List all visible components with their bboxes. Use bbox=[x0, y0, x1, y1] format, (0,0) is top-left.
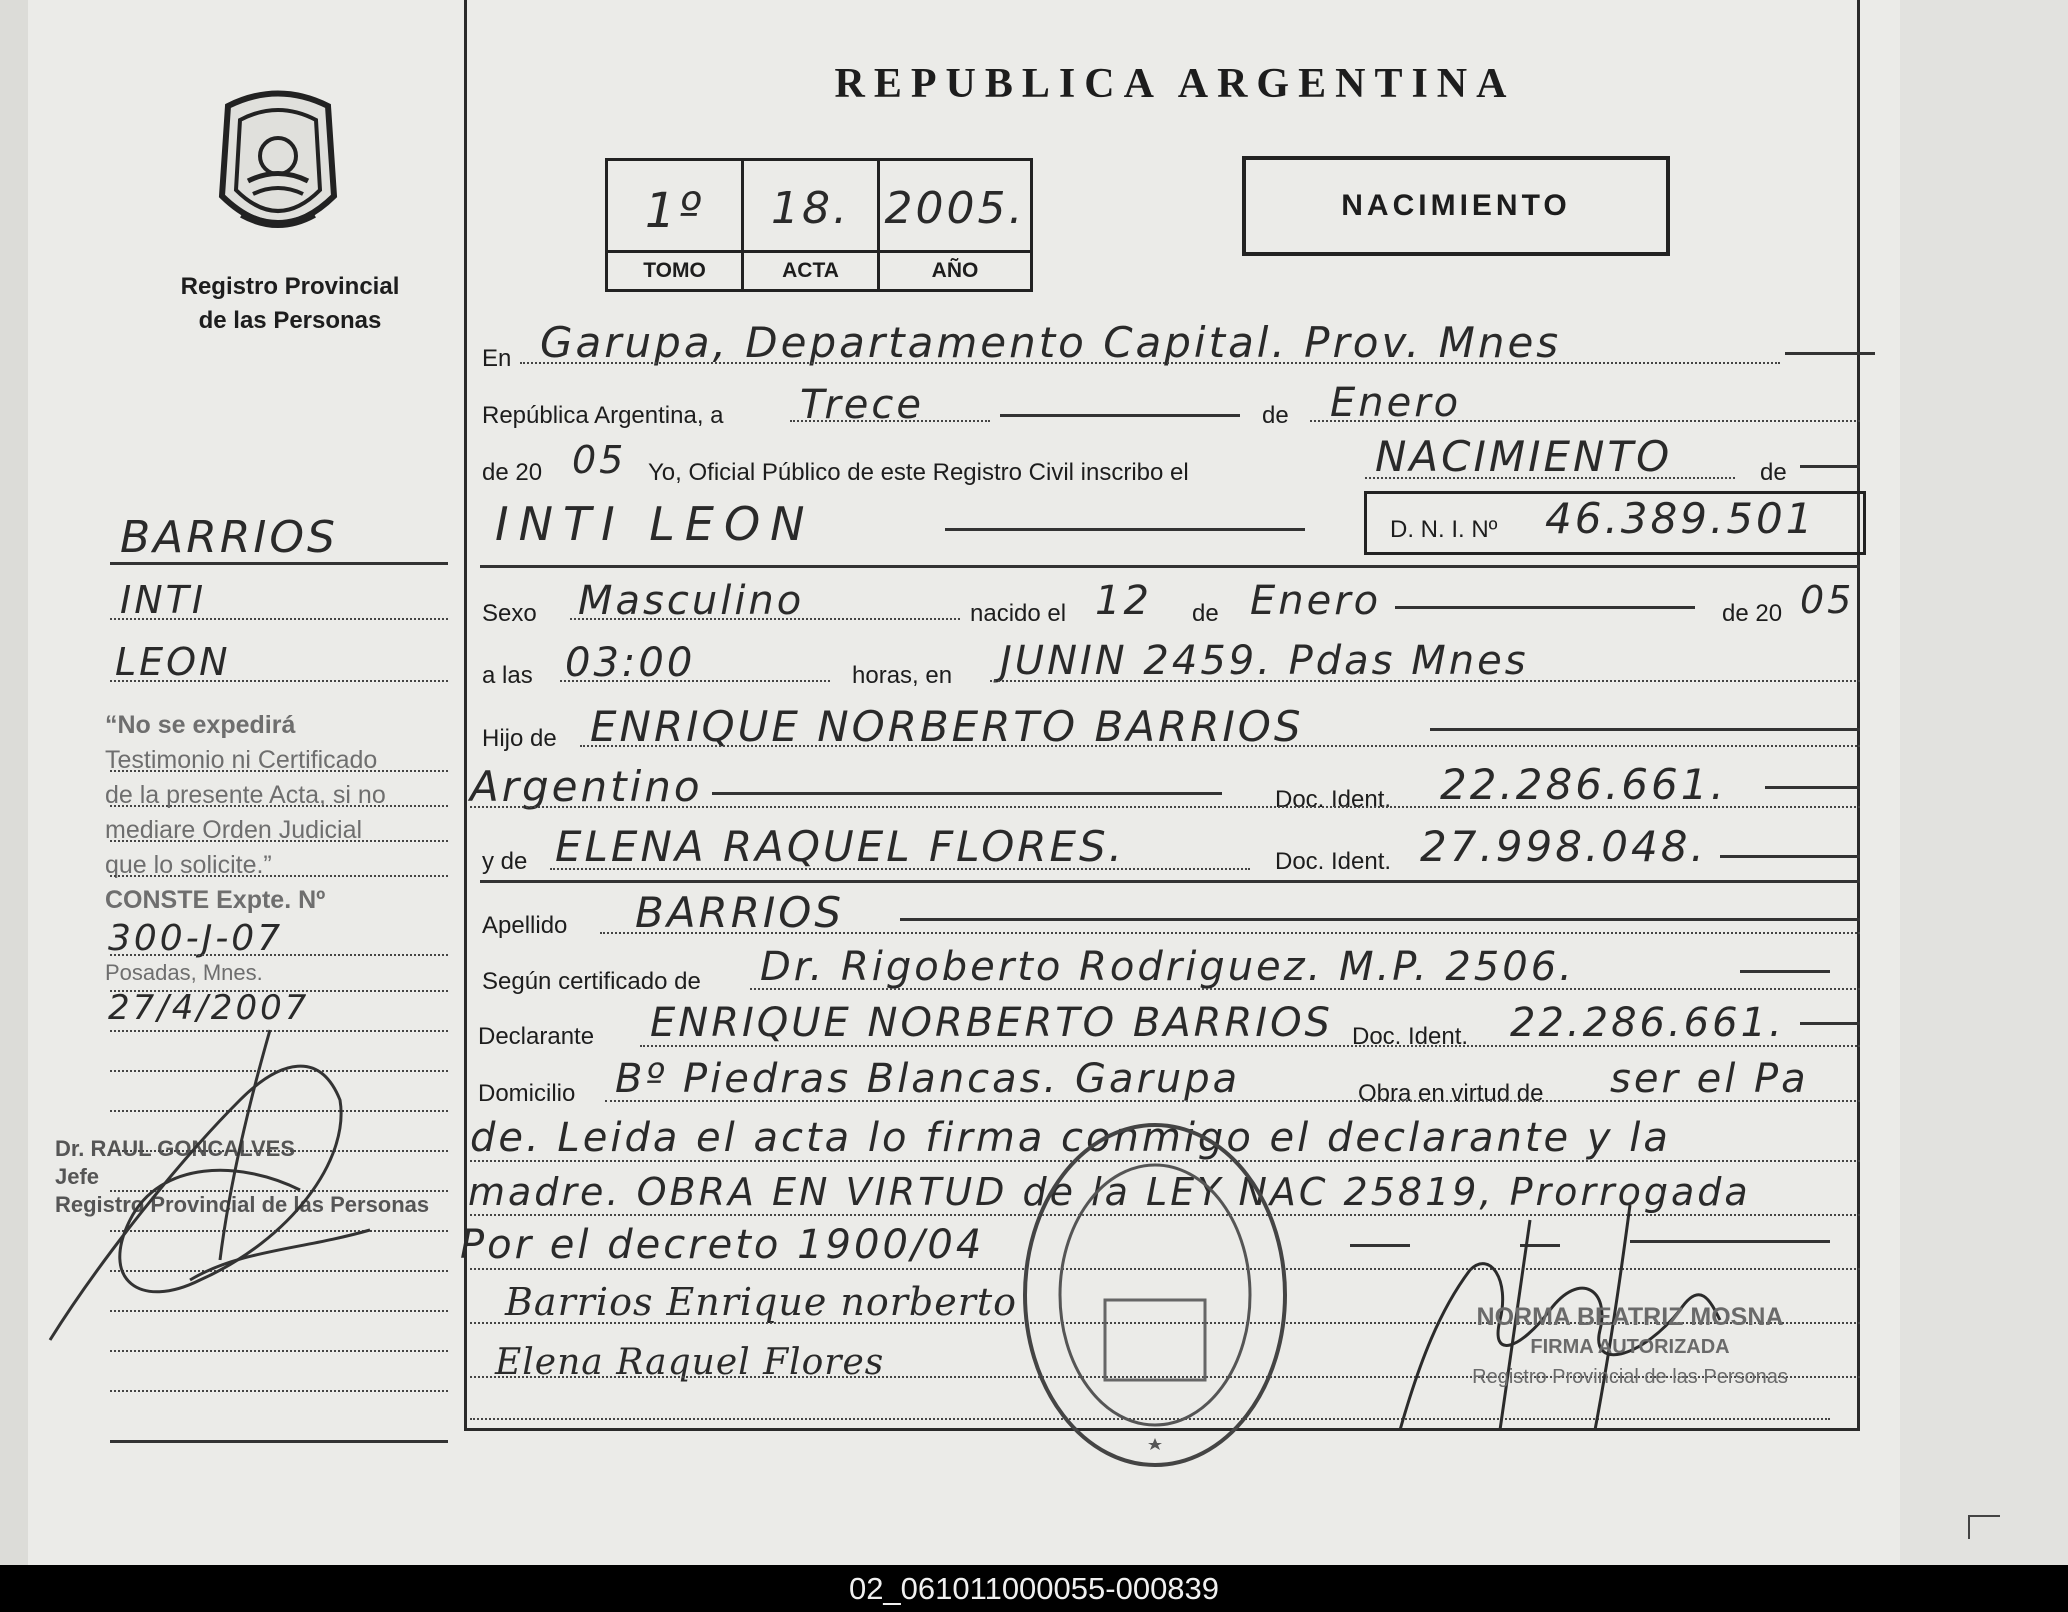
nacido-anio: 05 bbox=[1800, 578, 1855, 622]
margin-line bbox=[110, 1390, 448, 1392]
madre-dotline bbox=[550, 868, 1250, 870]
obra-label: Obra en virtud de bbox=[1358, 1080, 1544, 1107]
acto-value: NACIMIENTO bbox=[1375, 432, 1673, 481]
anio-value: 05 bbox=[572, 438, 627, 482]
declarante-doc: 22.286.661. bbox=[1510, 1000, 1785, 1046]
line-fill bbox=[1800, 465, 1860, 468]
page-edge bbox=[0, 0, 28, 1565]
margin-line bbox=[110, 840, 448, 842]
acta-cell bbox=[744, 161, 880, 289]
page-margin-right bbox=[1900, 0, 2068, 1565]
declarante-dotline bbox=[640, 1045, 1860, 1047]
declarante-label: Declarante bbox=[478, 1023, 595, 1050]
notice-line: Testimonio ni Certificado bbox=[105, 746, 378, 774]
line-fill bbox=[1000, 414, 1240, 417]
footer-bar bbox=[0, 1565, 2068, 1612]
ano-label: AÑO bbox=[880, 250, 1030, 289]
margin-given2: LEON bbox=[115, 640, 231, 684]
margin-line bbox=[110, 618, 448, 620]
declarante-value: ENRIQUE NORBERTO BARRIOS bbox=[650, 1000, 1333, 1046]
obra-value: ser el Pa bbox=[1610, 1056, 1809, 1102]
de2-label: de bbox=[1760, 459, 1787, 486]
sexo-label: Sexo bbox=[482, 600, 537, 627]
line-fill bbox=[1720, 855, 1860, 858]
doc-ident-label: Doc. Ident. bbox=[1275, 786, 1392, 813]
margin-line bbox=[110, 680, 448, 682]
observaciones-line1: de. Leida el acta lo firma conmigo el declarante y la bbox=[470, 1115, 1671, 1161]
authorized-name: NORMA BEATRIZ MOSNA bbox=[1476, 1303, 1784, 1331]
acto-dotline bbox=[1365, 477, 1735, 479]
hijo-label: Hijo de bbox=[482, 725, 557, 752]
acta-value: 18. bbox=[771, 183, 850, 234]
hora-dotline bbox=[560, 680, 830, 682]
nacido-mes: Enero bbox=[1250, 578, 1382, 624]
line-fill bbox=[1395, 606, 1695, 609]
certificado-dotline bbox=[750, 988, 1860, 990]
doc-ident-label: Doc. Ident. bbox=[1275, 848, 1392, 875]
margin-expte: 300-J-07 bbox=[108, 918, 284, 959]
horas-en-label: horas, en bbox=[852, 662, 953, 689]
country-title: REPUBLICA ARGENTINA bbox=[834, 61, 1516, 107]
observaciones-line3: Por el decreto 1900/04 bbox=[460, 1222, 985, 1268]
padre-dotline bbox=[580, 745, 1860, 747]
de20-label: de 20 bbox=[482, 459, 543, 486]
tomo-value: 1º bbox=[644, 183, 705, 239]
dia-dotline bbox=[790, 420, 990, 422]
observaciones-line2: madre. OBRA EN VIRTUD de la LEY NAC 25819, Prorrogada bbox=[468, 1170, 1751, 1214]
dia-value: Trece bbox=[800, 382, 924, 428]
line-fill bbox=[1785, 352, 1875, 355]
tomo-label: TOMO bbox=[608, 250, 741, 289]
ano-value: 2005. bbox=[884, 183, 1026, 234]
tomo-cell bbox=[608, 161, 744, 289]
apellido-dotline bbox=[600, 932, 1860, 934]
section-divider bbox=[480, 880, 1860, 883]
margin-given1: INTI bbox=[120, 578, 207, 622]
margin-line bbox=[110, 562, 448, 565]
signature-madre: Elena Raquel Flores bbox=[495, 1342, 885, 1383]
margin-notice bbox=[105, 708, 450, 918]
apellido-label: Apellido bbox=[482, 912, 568, 939]
mes-value: Enero bbox=[1330, 380, 1462, 426]
domicilio-label: Domicilio bbox=[478, 1080, 576, 1107]
mes-dotline bbox=[1310, 420, 1860, 422]
notice-line: que lo solicite.” bbox=[105, 851, 272, 879]
apellido-value: BARRIOS bbox=[635, 888, 845, 937]
authorized-stamp bbox=[1440, 1302, 1820, 1392]
madre-doc: 27.998.048. bbox=[1420, 822, 1707, 871]
en-value: Garupa, Departamento Capital. Prov. Mnes bbox=[540, 318, 1562, 367]
margin-line bbox=[110, 770, 448, 772]
segun-label: Según certificado de bbox=[482, 968, 701, 995]
hora-value: 03:00 bbox=[565, 640, 696, 686]
domicilio-value: Bº Piedras Blancas. Garupa bbox=[615, 1056, 1241, 1102]
signature-declarante: Barrios Enrique norberto bbox=[505, 1280, 1018, 1324]
corner-mark bbox=[1968, 1515, 2000, 1539]
line-fill bbox=[1430, 728, 1860, 731]
official-name: Dr. RAUL GONCALVES bbox=[55, 1136, 295, 1161]
nacido-label: nacido el bbox=[970, 600, 1067, 627]
lugar-value: JUNIN 2459. Pdas Mnes bbox=[1000, 638, 1529, 684]
padre-value: ENRIQUE NORBERTO BARRIOS bbox=[590, 702, 1304, 751]
certificate-type: NACIMIENTO bbox=[1242, 156, 1670, 256]
lugar-dotline bbox=[990, 680, 1860, 682]
madre-value: ELENA RAQUEL FLORES. bbox=[555, 822, 1126, 871]
padre-doc: 22.286.661. bbox=[1440, 760, 1727, 809]
official-org: Registro Provincial de las Personas bbox=[55, 1192, 430, 1217]
certificado-value: Dr. Rigoberto Rodriguez. M.P. 2506. bbox=[760, 944, 1575, 990]
line-fill bbox=[1800, 1022, 1860, 1025]
registry-round-stamp-icon bbox=[1010, 1110, 1300, 1480]
margin-surname: BARRIOS bbox=[120, 512, 338, 563]
nombre-value: INTI LEON bbox=[495, 497, 815, 551]
padre-nac: Argentino bbox=[470, 762, 703, 811]
yo-text: Yo, Oficial Público de este Registro Civil inscribo el bbox=[648, 459, 1189, 486]
sexo-dotline bbox=[570, 618, 960, 620]
margin-line bbox=[110, 1440, 448, 1443]
conste-label: CONSTE Expte. Nº bbox=[105, 886, 326, 914]
dni-value: 46.389.501 bbox=[1545, 494, 1816, 543]
document-id: 02_061011000055-000839 bbox=[848, 1571, 1220, 1606]
en-label: En bbox=[482, 345, 512, 372]
de20b-label: de 20 bbox=[1722, 600, 1783, 627]
sexo-value: Masculino bbox=[578, 578, 805, 624]
ano-cell bbox=[880, 161, 1030, 289]
registry-title-line1: Registro Provincial bbox=[180, 273, 400, 300]
notice-line: de la presente Acta, si no bbox=[105, 781, 386, 809]
yde-label: y de bbox=[482, 848, 528, 875]
provincial-seal-icon bbox=[208, 86, 348, 246]
margin-date: 27/4/2007 bbox=[108, 988, 310, 1028]
de-label: de bbox=[1262, 402, 1289, 429]
notice-line: “No se expedirá bbox=[105, 711, 296, 739]
line-fill bbox=[1740, 970, 1830, 973]
official-signature-icon bbox=[40, 1020, 420, 1350]
official-role: Jefe bbox=[55, 1164, 100, 1189]
en-dotline bbox=[520, 362, 1780, 364]
authorized-role: FIRMA AUTORIZADA bbox=[1530, 1336, 1730, 1358]
nacido-dia: 12 bbox=[1095, 578, 1152, 624]
domicilio-dotline bbox=[605, 1100, 1860, 1102]
registry-title-line2: de las Personas bbox=[198, 307, 382, 334]
dni-label: D. N. I. Nº bbox=[1390, 516, 1498, 543]
registry-title bbox=[150, 270, 430, 338]
notice-line: mediare Orden Judicial bbox=[105, 816, 363, 844]
line-fill bbox=[1765, 786, 1860, 789]
line-fill bbox=[712, 792, 1222, 795]
margin-line bbox=[110, 1350, 448, 1352]
margin-line bbox=[110, 805, 448, 807]
de3-label: de bbox=[1192, 600, 1219, 627]
authorized-org: Registro Provincial de las Personas bbox=[1472, 1366, 1788, 1388]
acta-label: ACTA bbox=[744, 250, 877, 289]
republica-label: República Argentina, a bbox=[482, 402, 724, 429]
margin-line bbox=[110, 875, 448, 877]
padre-nac-dotline bbox=[470, 806, 1860, 808]
section-divider bbox=[480, 565, 1860, 568]
line-fill bbox=[945, 528, 1305, 531]
declarante-doc-label: Doc. Ident. bbox=[1352, 1023, 1469, 1050]
line-fill bbox=[900, 918, 1860, 921]
alas-label: a las bbox=[482, 662, 533, 689]
margin-posadas: Posadas, Mnes. bbox=[105, 960, 263, 985]
tomo-acta-ano-box bbox=[605, 158, 1033, 292]
